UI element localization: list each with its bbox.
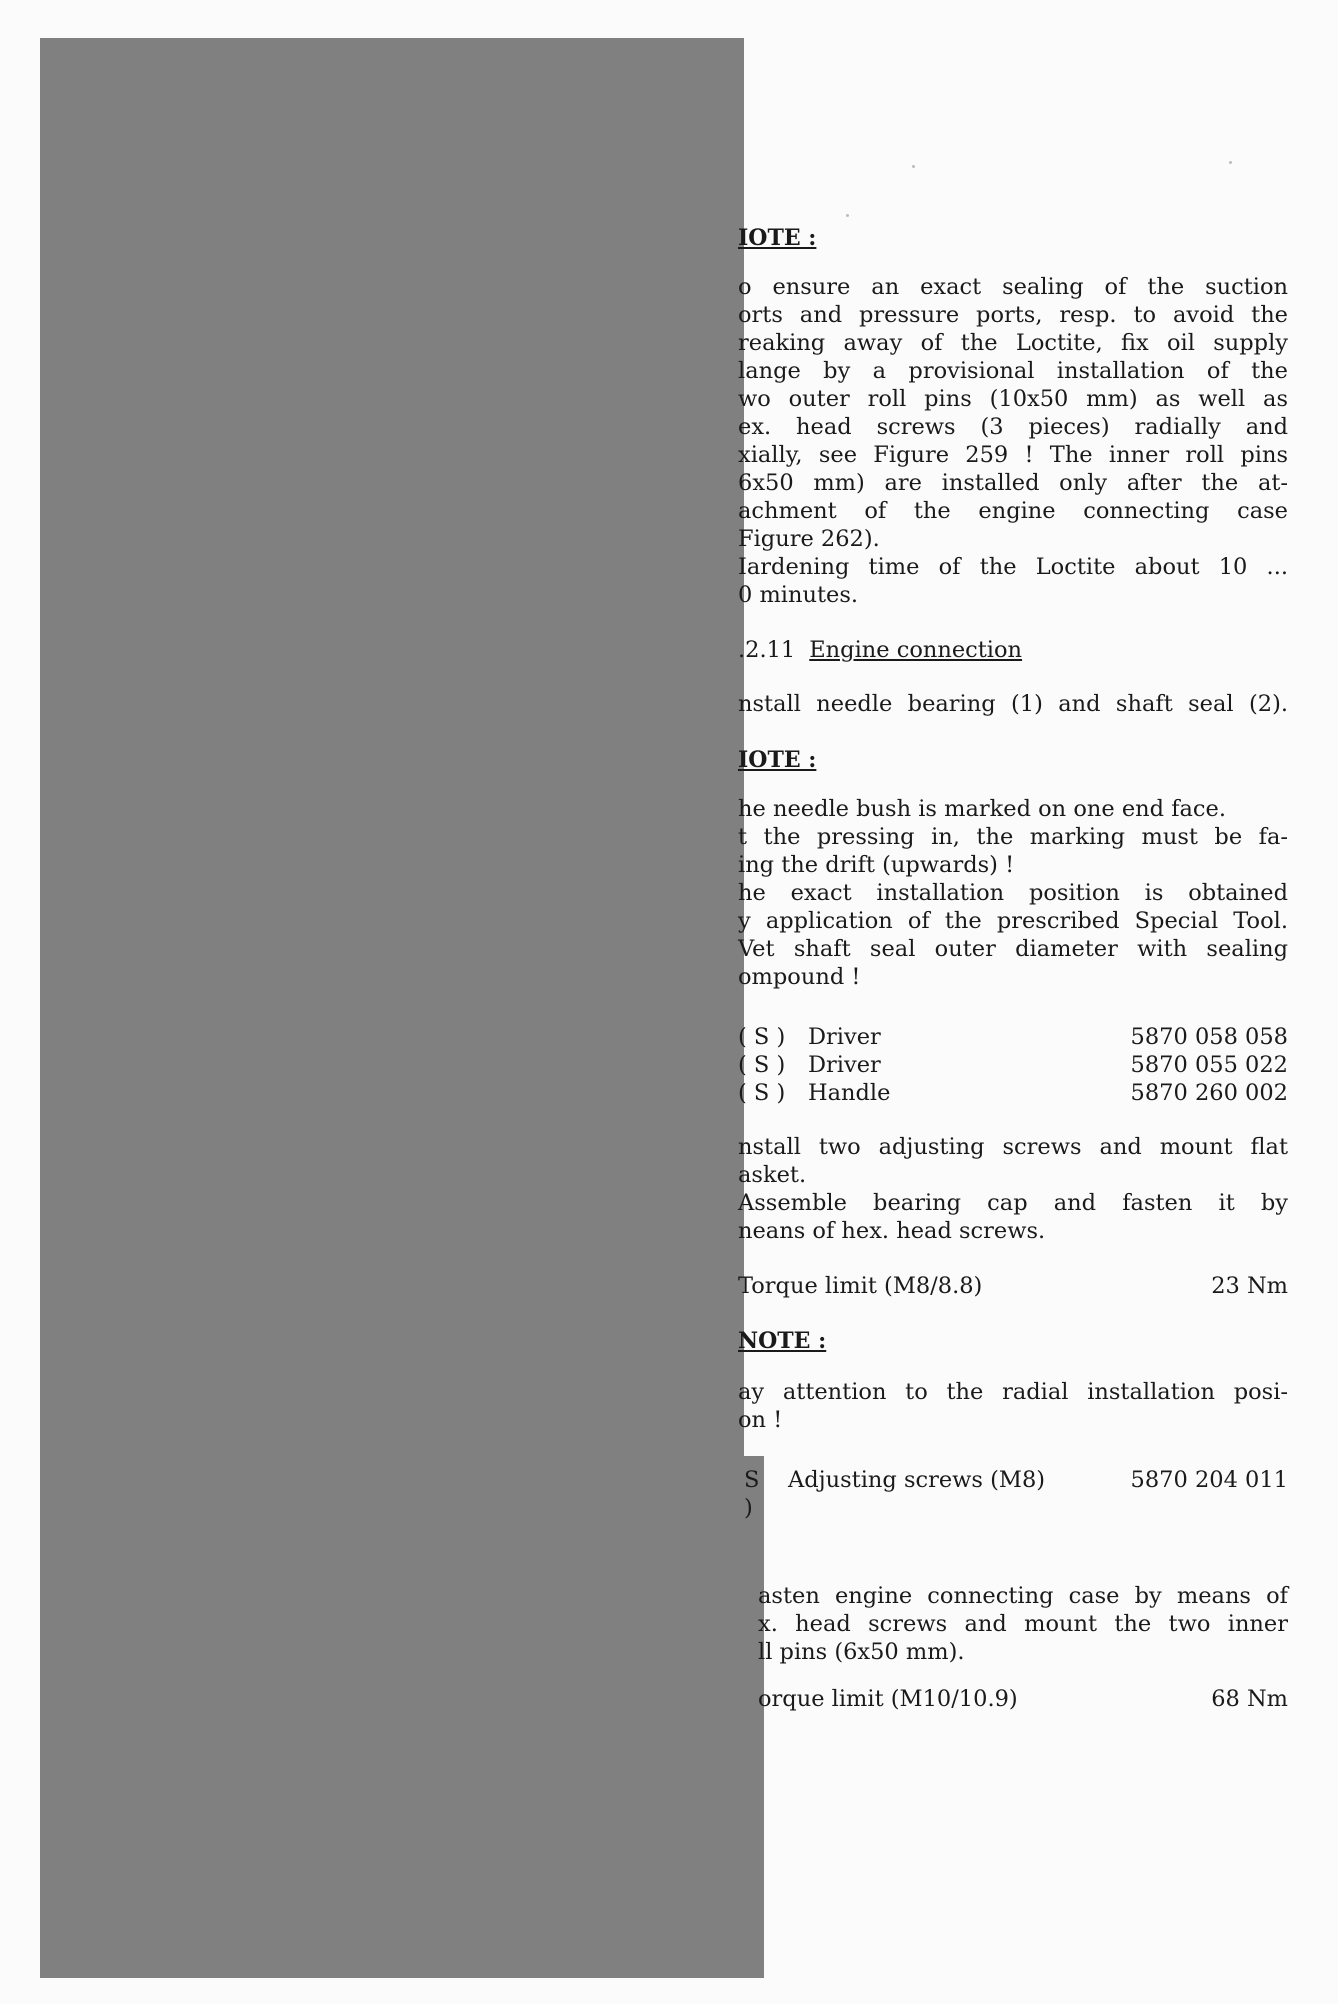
note-line: ompound ! (738, 964, 861, 990)
note-line: 6x50 mm) are installed only after the at- (738, 470, 1288, 496)
tool-marker: ( S ) (738, 1024, 786, 1050)
note-line: Iardening time of the Loctite about 10 ... (738, 554, 1288, 580)
section-heading (738, 636, 1288, 664)
instruction-line: Assemble bearing cap and fasten it by (738, 1190, 1288, 1216)
note-line: t the pressing in, the marking must be fa- (738, 824, 1288, 850)
torque-value: 68 Nm (1211, 1686, 1288, 1712)
tool-code: 5870 055 022 (1130, 1052, 1288, 1078)
redaction-block (40, 38, 744, 1456)
tool-code: 5870 058 058 (1130, 1024, 1288, 1050)
torque-limit-1 (738, 1272, 1288, 1300)
note-line: he exact installation position is obtained (738, 880, 1288, 906)
tool-name: Driver (808, 1052, 881, 1078)
note-line: Figure 262). (738, 526, 880, 552)
instruction-line: nstall needle bearing (1) and shaft seal (2). (738, 691, 1288, 717)
instruction-line: asten engine connecting case by means of (758, 1583, 1288, 1609)
torque-value: 23 Nm (1211, 1273, 1288, 1299)
note-line: y application of the prescribed Special Tool. (738, 908, 1288, 934)
tool-name: Adjusting screws (M8) (788, 1467, 1046, 1493)
instruction-line: nstall two adjusting screws and mount flat (738, 1134, 1288, 1160)
note-label: IOTE : (738, 747, 817, 773)
tool-row-adjusting (744, 1466, 1288, 1522)
note-line: he needle bush is marked on one end face. (738, 796, 1227, 822)
note-label: IOTE : (738, 225, 817, 251)
instruction-line: ll pins (6x50 mm). (758, 1639, 965, 1665)
scan-speck (912, 165, 915, 168)
note-label: NOTE : (738, 1328, 827, 1354)
note-line: wo outer roll pins (10x50 mm) as well as (738, 386, 1288, 412)
tool-row (738, 1051, 1288, 1079)
fasten-instructions (758, 1582, 1288, 1666)
redaction-block-lower (40, 1456, 764, 1978)
note-line: ex. head screws (3 pieces) radially and (738, 414, 1288, 440)
note-line: orts and pressure ports, resp. to avoid the (738, 302, 1288, 328)
special-tools-list (738, 1023, 1288, 1107)
assembly-instructions (738, 1133, 1288, 1245)
install-instruction (738, 690, 1288, 718)
tool-name: Handle (808, 1080, 891, 1106)
tool-row (738, 1079, 1288, 1107)
note-line: on ! (738, 1407, 783, 1433)
tool-name: Driver (808, 1024, 881, 1050)
note-2 (738, 747, 1288, 991)
section-title: Engine connection (809, 637, 1023, 663)
instruction-line: neans of hex. head screws. (738, 1218, 1046, 1244)
note-line: lange by a provisional installation of the (738, 358, 1288, 384)
note-3 (738, 1328, 1288, 1434)
tool-marker: ( S ) (738, 1052, 786, 1078)
note-line: 0 minutes. (738, 582, 859, 608)
tool-row (738, 1023, 1288, 1051)
tool-code: 5870 204 011 (1130, 1467, 1288, 1493)
instruction-line: asket. (738, 1162, 807, 1188)
note-line: o ensure an exact sealing of the suction (738, 274, 1288, 300)
torque-limit-2 (758, 1685, 1288, 1713)
note-line: achment of the engine connecting case (738, 498, 1288, 524)
note-1 (738, 225, 1288, 609)
note-line: ing the drift (upwards) ! (738, 852, 1015, 878)
scan-speck (1229, 161, 1232, 164)
note-line: Vet shaft seal outer diameter with sealing (738, 936, 1288, 962)
instruction-line: x. head screws and mount the two inner (758, 1611, 1288, 1637)
note-line: xially, see Figure 259 ! The inner roll pins (738, 442, 1288, 468)
note-line: reaking away of the Loctite, fix oil supply (738, 330, 1288, 356)
tool-marker: S ) (744, 1467, 760, 1521)
section-number: .2.11 (738, 637, 796, 663)
tool-marker: ( S ) (738, 1080, 786, 1106)
torque-label: orque limit (M10/10.9) (758, 1686, 1018, 1712)
scan-speck (846, 214, 849, 217)
tool-code: 5870 260 002 (1130, 1080, 1288, 1106)
torque-label: Torque limit (M8/8.8) (738, 1273, 983, 1299)
note-line: ay attention to the radial installation posi- (738, 1379, 1288, 1405)
